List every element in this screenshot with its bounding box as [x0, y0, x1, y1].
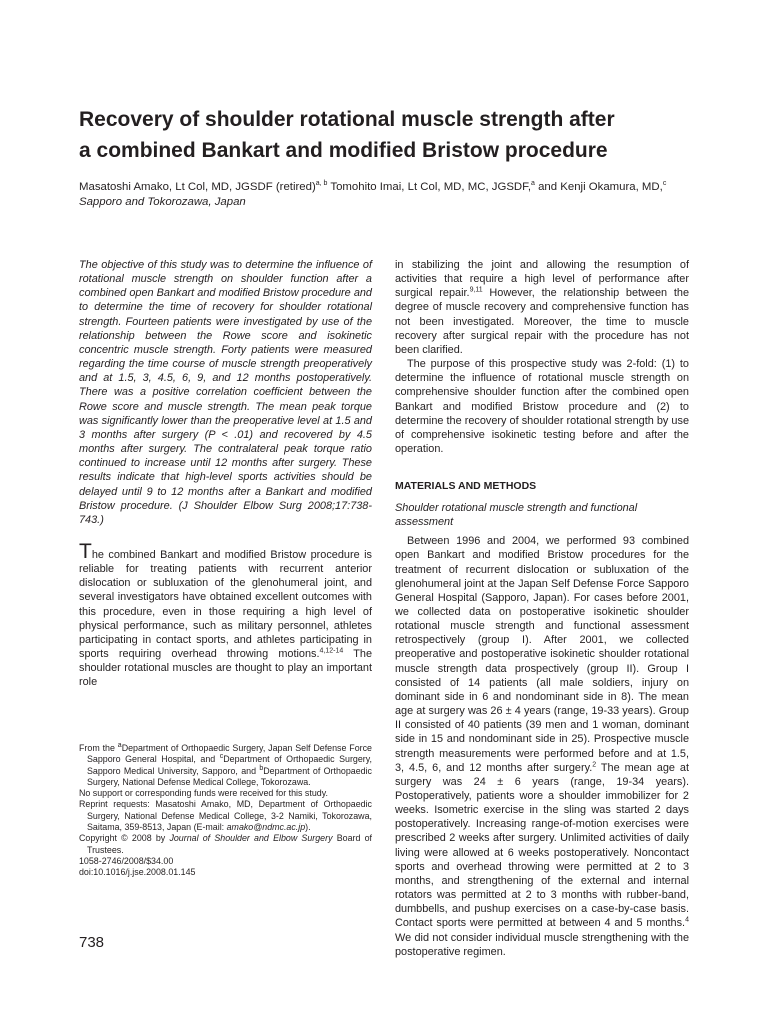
- author-okamura-affiliation: c: [662, 180, 667, 188]
- paragraph-3-text-b: The mean age at surgery was 24 ± 6 years (range, 19-34 years). Postoperatively, patients wore a shoulder immobilizer for 2 weeks. Isometric exercise in the sling was started 2 days postoperatively. Increasing range-of-motion exercises were prescribed 2 weeks after surgery. Unlimited activities of daily living were allowed at 6 weeks postoperatively. Noncontact sports and overhead throwing were permitted at 2 to 3 months, and strengthening of the external and internal rotators was permitted at 2 to 3 months with rubber-band, dumbbells, and pushup exercises on a case-by-case basis. Contact sports were permitted at between 4 and 5 months.: [395, 761, 689, 930]
- affiliation-b: Department of Orthopaedic Surgery, National Defense Medical College, Tokorozawa.: [87, 765, 372, 787]
- paragraph-3: [395, 534, 689, 959]
- introduction-paragraph: [79, 539, 372, 690]
- copyright-prefix: Copyright © 2008 by: [79, 833, 170, 844]
- author-imai-affiliation: a: [531, 180, 535, 188]
- copyright-journal: Journal of Shoulder and Elbow Surgery: [169, 833, 333, 844]
- affiliation-a: Department of Orthopaedic Surgery, Japan Self Defense Force Sapporo General Hospital, and: [87, 743, 372, 765]
- affiliation-marker-b: b: [259, 764, 264, 772]
- drop-cap: T: [79, 539, 92, 563]
- affiliation-c: Department of Orthopaedic Surgery, Sapporo Medical University, Sapporo, and: [87, 754, 372, 776]
- footnote-issn: 1058-2746/2008/$34.00: [79, 855, 174, 866]
- author-okamura: and Kenji Okamura, MD,: [534, 181, 663, 193]
- paragraph-3-citation-2: 4: [685, 916, 689, 924]
- author-list: [79, 180, 699, 210]
- subsection-heading: Shoulder rotational muscle strength and functional assessment: [395, 502, 638, 529]
- abstract: The objective of this study was to determine the influence of rotational muscle strength on shoulder function after a combined open Bankart and modified Bristow procedure and to determine the time of recovery for shoulder rotational strength. Fourteen patients were investigated by use of the relationship between the Rowe score and isokinetic concentric muscle strength. Forty patients were measured regarding the time course of muscle strength preoperatively and at 1.5, 3, 4.5, 6, 9, and 12 months postoperatively. There was a positive correlation coefficient between the Rowe score and muscle strength. The mean peak torque was significantly lower than the preoperative level at 1.5 and 3 months after surgery (P < .01) and recovered by 4.5 months after surgery. The contralateral peak torque ratio continued to increase until 12 months after surgery. These results indicate that high-level sports activities should be delayed until 9 to 12 months after a Bankart and modified Bristow procedure. (J Shoulder Elbow Surg 2008;17:738-743.): [79, 259, 372, 526]
- title-line-2: a combined Bankart and modified Bristow procedure: [79, 139, 608, 162]
- author-amako: Masatoshi Amako, Lt Col, MD, JGSDF (retired): [79, 181, 316, 193]
- footnote-funding: No support or corresponding funds were received for this study.: [79, 788, 328, 799]
- paragraph-3-text-c: We did not consider individual muscle strengthening with the postoperative regimen.: [395, 931, 689, 958]
- reprint-end: ).: [305, 822, 311, 833]
- affiliation-marker-a: a: [117, 742, 122, 750]
- article-title: [79, 104, 699, 166]
- page-number: 738: [79, 934, 105, 951]
- paragraph-3-text-a: Between 1996 and 2004, we performed 93 combined open Bankart and modified Bristow procedures for the treatment of recurrent dislocation or subluxation of the glenohumeral joint at the Japan Self Defense Force Sapporo General Hospital (Sapporo, Japan). For cases before 2001, we collected data on postoperative isokinetic shoulder rotational muscle strength and functional assessment retrospectively (group I). After 2001, we collected preoperative and postoperative isokinetic shoulder rotational muscle strength data prospectively (group II). Group I consisted of 14 patients (all male soldiers, injury on dominant side in 6 and nondominant side in 8). The mean age at surgery was 26 ± 4 years (range, 19-33 years). Group II consisted of 40 patients (39 men and 1 woman, dominant side in 15 and nondominant side in 25). Prospective muscle strength measurements were performed before and at 1.5, 3, 4.5, 6, and 12 months after surgery.: [395, 535, 689, 774]
- affiliations-prefix: From the: [79, 743, 118, 753]
- copyright-suffix: Board of Trustees.: [87, 833, 372, 855]
- footnote-doi: doi:10.1016/j.jse.2008.01.145: [79, 867, 196, 878]
- author-location: Sapporo and Tokorozawa, Japan: [79, 196, 246, 208]
- paragraph-3-citation-1: 2: [592, 761, 597, 769]
- intro-text-b: The shoulder rotational muscles are thought to play an important role: [79, 648, 372, 689]
- paragraph-2: The purpose of this prospective study was 2-fold: (1) to determine the influence of rotational muscle strength on comprehensive shoulder function after the combined open Bankart and modified Bristow procedure and (2) to determine the recovery of shoulder rotational strength by use of comprehensive isokinetic testing before and after the operation.: [395, 358, 689, 456]
- footnote-copyright: [79, 833, 372, 856]
- author-amako-affiliation: a, b: [315, 180, 328, 188]
- footnote-reprint-requests: [79, 799, 372, 833]
- paragraph-1-citation: 9,11: [469, 286, 483, 294]
- right-column: [395, 258, 689, 959]
- paragraph-1-text-b: However, the relationship between the degree of muscle recovery and comprehensive function has not been investigated. Moreover, the time to muscle recovery after surgical repair with the procedure has not been clarified.: [395, 287, 689, 356]
- intro-citation: 4,12-14: [319, 647, 344, 655]
- left-column: [79, 258, 372, 690]
- reprint-email-link[interactable]: amako@ndmc.ac.jp: [226, 822, 306, 833]
- paragraph-1-text-a: in stabilizing the joint and allowing the resumption of activities that require a high level of performance after surgical repair.: [395, 259, 689, 300]
- affiliation-marker-c: c: [219, 753, 224, 761]
- footnote-affiliations: [79, 743, 372, 788]
- reprint-text: Reprint requests: Masatoshi Amako, MD, Department of Orthopaedic Surgery, National Defense Medical College, 3-2 Namiki, Tokorozawa, Saitama, 359-8513, Japan (E-mail:: [79, 799, 372, 833]
- author-imai: Tomohito Imai, Lt Col, MD, MC, JGSDF,: [327, 181, 532, 193]
- title-line-1: Recovery of shoulder rotational muscle strength after: [79, 108, 615, 131]
- paragraph-1: [395, 258, 689, 357]
- section-heading: MATERIALS AND METHODS: [395, 480, 537, 493]
- intro-text-a: he combined Bankart and modified Bristow procedure is reliable for treating patients with recurrent anterior dislocation or subluxation of the glenohumeral joint, and several investigators have obtained excellent outcomes with this procedure, even in those requiring a high level of physical performance, such as military personnel, athletes participating in contact sports, and athletes participating in sports requiring overhead throwing motions.: [79, 548, 372, 661]
- footnotes: [79, 743, 372, 879]
